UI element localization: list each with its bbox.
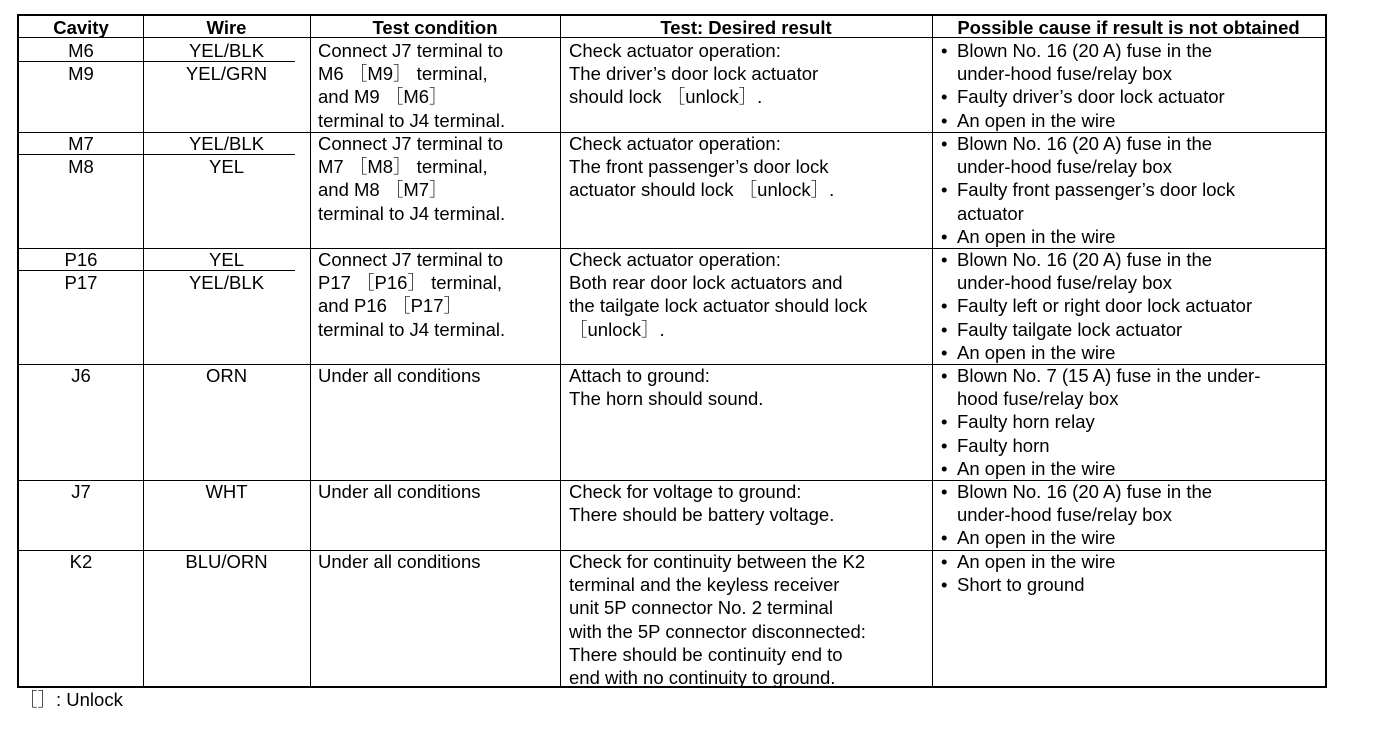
test-condition-line: terminal to J4 terminal.: [318, 202, 506, 224]
diagnostic-table: [17, 14, 1327, 688]
cause-bullet-item: • An open in the wire: [939, 341, 1115, 364]
cause-bullet-item: • Faulty left or right door lock actuator: [939, 294, 1252, 317]
cause-continuation: under-hood fuse/relay box: [957, 156, 1172, 178]
cavity-value: P17: [64, 272, 98, 294]
wire-color-value: ORN: [205, 365, 248, 386]
wire-color-value: YEL/GRN: [185, 63, 268, 85]
cause-continuation: under-hood fuse/relay box: [957, 63, 1172, 85]
test-condition-line: and M8 ［M7］: [318, 179, 448, 201]
desired-result-line: end with no continuity to ground.: [569, 667, 836, 688]
wire-color-value: YEL/BLK: [188, 272, 265, 294]
desired-result-line: the tailgate lock actuator should lock: [569, 295, 868, 317]
desired-result-line: with the 5P connector disconnected:: [569, 620, 866, 642]
header-divider: [19, 37, 1325, 38]
header-cavity: Cavity: [53, 17, 109, 38]
wire-color-value: YEL/BLK: [188, 40, 265, 61]
test-condition-line: Under all conditions: [318, 365, 481, 386]
subrow-divider: [19, 154, 295, 155]
cavity-value: J7: [71, 481, 91, 502]
desired-result-line: Check actuator operation:: [569, 133, 781, 154]
test-condition-line: terminal to J4 terminal.: [318, 318, 506, 340]
test-condition-line: Under all conditions: [318, 551, 481, 572]
wire-color-value: BLU/ORN: [185, 551, 268, 572]
header-test-condition: Test condition: [372, 17, 498, 38]
column-divider: [310, 16, 311, 686]
test-condition-line: M7 ［M8］ terminal,: [318, 156, 488, 178]
cause-bullet-item: • Faulty horn relay: [939, 410, 1095, 433]
wire-color-value: YEL: [209, 156, 244, 178]
test-condition-line: and M9 ［M6］: [318, 86, 448, 108]
desired-result-line: The driver’s door lock actuator: [569, 63, 819, 85]
cause-bullet-item: • An open in the wire: [939, 225, 1115, 248]
header-wire: Wire: [206, 17, 247, 38]
desired-result-line: Check actuator operation:: [569, 249, 781, 270]
cause-continuation: hood fuse/relay box: [957, 388, 1119, 410]
cavity-value: M8: [68, 156, 94, 178]
desired-result-line: actuator should lock ［unlock］.: [569, 179, 835, 201]
cause-bullet-item: • Faulty driver’s door lock actuator: [939, 85, 1225, 108]
test-condition-line: and P16 ［P17］: [318, 295, 462, 317]
cause-bullet-item: • Blown No. 16 (20 A) fuse in the: [939, 132, 1212, 155]
desired-result-line: There should be battery voltage.: [569, 504, 835, 526]
desired-result-line: Attach to ground:: [569, 365, 710, 386]
column-divider: [560, 16, 561, 686]
wire-color-value: YEL: [209, 249, 244, 270]
cause-bullet-item: • Blown No. 16 (20 A) fuse in the: [939, 480, 1212, 503]
legend-note: ［］: Unlock: [19, 689, 123, 710]
cause-continuation: under-hood fuse/relay box: [957, 504, 1172, 526]
desired-result-line: Both rear door lock actuators and: [569, 272, 843, 294]
cause-bullet-item: • An open in the wire: [939, 109, 1115, 132]
cause-continuation: actuator: [957, 202, 1024, 224]
subrow-divider: [19, 270, 295, 271]
column-divider: [143, 16, 144, 686]
desired-result-line: should lock ［unlock］.: [569, 86, 763, 108]
desired-result-line: The horn should sound.: [569, 388, 764, 410]
desired-result-line: Check for voltage to ground:: [569, 481, 802, 502]
cavity-value: P16: [64, 249, 98, 270]
header-desired-result: Test: Desired result: [660, 17, 832, 38]
cause-bullet-item: • Blown No. 7 (15 A) fuse in the under-: [939, 364, 1260, 387]
wire-color-value: YEL/BLK: [188, 133, 265, 154]
wire-color-value: WHT: [205, 481, 248, 502]
desired-result-line: ［unlock］.: [569, 318, 665, 340]
test-condition-line: Connect J7 terminal to: [318, 40, 504, 61]
desired-result-line: There should be continuity end to: [569, 643, 843, 665]
desired-result-line: The front passenger’s door lock: [569, 156, 829, 178]
cause-bullet-item: • Blown No. 16 (20 A) fuse in the: [939, 39, 1212, 62]
cause-bullet-item: • Faulty front passenger’s door lock: [939, 178, 1235, 201]
cause-bullet-item: • An open in the wire: [939, 526, 1115, 549]
header-possible-cause: Possible cause if result is not obtained: [957, 17, 1300, 38]
desired-result-line: Check for continuity between the K2: [569, 551, 866, 572]
test-condition-line: P17 ［P16］ terminal,: [318, 272, 503, 294]
test-condition-line: M6 ［M9］ terminal,: [318, 63, 488, 85]
cavity-value: J6: [71, 365, 91, 386]
column-divider: [932, 16, 933, 686]
cause-bullet-item: • Blown No. 16 (20 A) fuse in the: [939, 248, 1212, 271]
cause-bullet-item: • Faulty tailgate lock actuator: [939, 318, 1182, 341]
cause-continuation: under-hood fuse/relay box: [957, 272, 1172, 294]
cavity-value: M6: [68, 40, 94, 61]
desired-result-line: Check actuator operation:: [569, 40, 781, 61]
desired-result-line: terminal and the keyless receiver: [569, 574, 840, 596]
test-condition-line: Connect J7 terminal to: [318, 133, 504, 154]
cavity-value: K2: [69, 551, 93, 572]
cause-bullet-item: • An open in the wire: [939, 457, 1115, 480]
cavity-value: M9: [68, 63, 94, 85]
test-condition-line: Under all conditions: [318, 481, 481, 502]
cause-bullet-item: • An open in the wire: [939, 550, 1115, 573]
cause-bullet-item: • Short to ground: [939, 573, 1085, 596]
cause-bullet-item: • Faulty horn: [939, 434, 1050, 457]
cavity-value: M7: [68, 133, 94, 154]
test-condition-line: Connect J7 terminal to: [318, 249, 504, 270]
test-condition-line: terminal to J4 terminal.: [318, 109, 506, 131]
subrow-divider: [19, 61, 295, 62]
desired-result-line: unit 5P connector No. 2 terminal: [569, 597, 833, 619]
